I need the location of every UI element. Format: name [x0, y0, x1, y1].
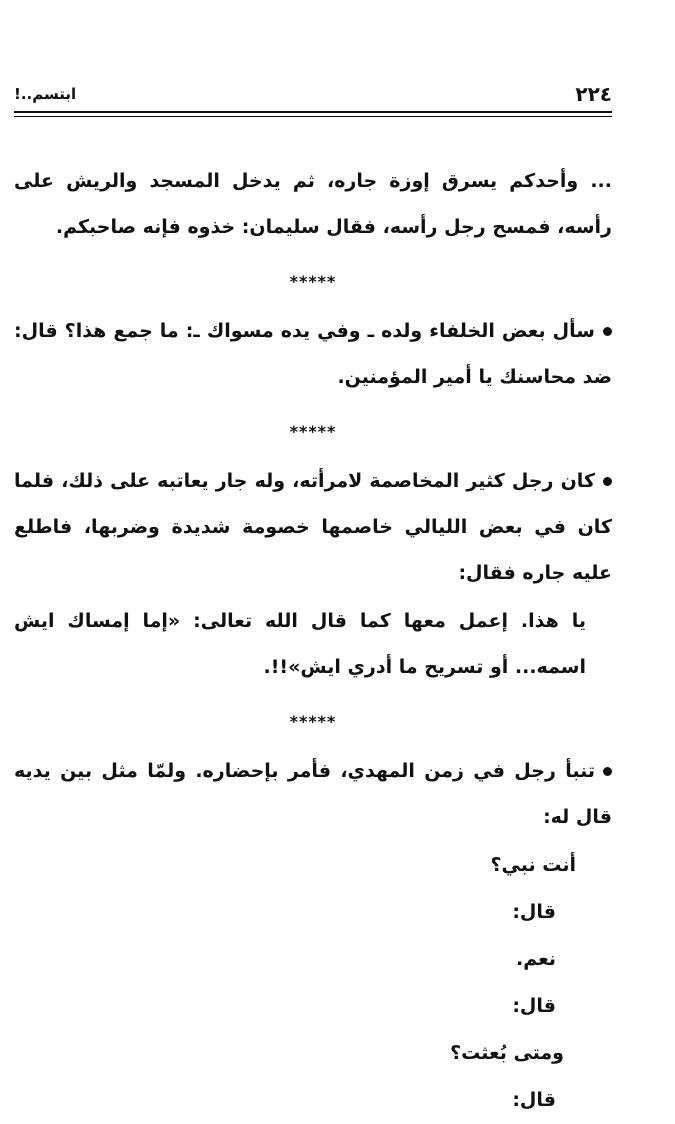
page-body — [14, 158, 612, 1124]
paragraph-text: ... وأحدكم يسرق إوزة جاره، ثم يدخل المسجد والريش على رأسه، فمسح رجل رأسه، فقال سليمان: خذوه فإنه صاحبكم. — [14, 170, 612, 238]
dialog-line: أنت نبي؟ — [490, 854, 576, 876]
paragraph-4 — [14, 598, 612, 690]
dialog-line: قال: — [512, 1089, 556, 1111]
paragraph-text: تنبأ رجل في زمن المهدي، فأمر بإحضاره. ولمّا مثل بين يديه قال له: — [14, 760, 612, 828]
bullet-icon — [603, 477, 612, 486]
paragraph-5 — [14, 748, 612, 840]
paragraph-text: يا هذا. إعمل معها كما قال الله تعالى: «إما إمساك ايش اسمه... أو تسريح ما أدري ايش»!!. — [14, 610, 586, 678]
dialog-line: قال: — [512, 995, 556, 1017]
dialog-lines — [14, 842, 612, 1124]
header-rule-thin — [14, 116, 612, 117]
bullet-icon — [603, 327, 612, 336]
paragraph-2 — [14, 308, 612, 400]
dialog-line: نعم. — [516, 948, 556, 970]
paragraph-3 — [14, 458, 612, 596]
header-rule-thick — [14, 111, 612, 113]
bullet-icon — [603, 767, 612, 776]
section-separator: ***** — [289, 272, 337, 291]
section-separator: ***** — [289, 422, 337, 441]
page-header — [14, 82, 612, 108]
dialog-line: قال: — [512, 901, 556, 923]
page-number: ٢٢٤ — [575, 82, 612, 106]
section-separator: ***** — [289, 712, 337, 731]
paragraph-1 — [14, 158, 612, 250]
paragraph-text: كان رجل كثير المخاصمة لامرأته، وله جار يعاتبه على ذلك، فلما كان في بعض الليالي خاصمها خصومة شديدة وضربها، فاطلع عليه جاره فقال: — [14, 470, 612, 584]
dialog-line: ومتى بُعثت؟ — [450, 1042, 564, 1064]
running-title: ابتسم..! — [14, 85, 77, 103]
paragraph-text: سأل بعض الخلفاء ولده ـ وفي يده مسواك ـ: ما جمع هذا؟ قال: ضد محاسنك يا أمير المؤمنين. — [14, 320, 612, 388]
